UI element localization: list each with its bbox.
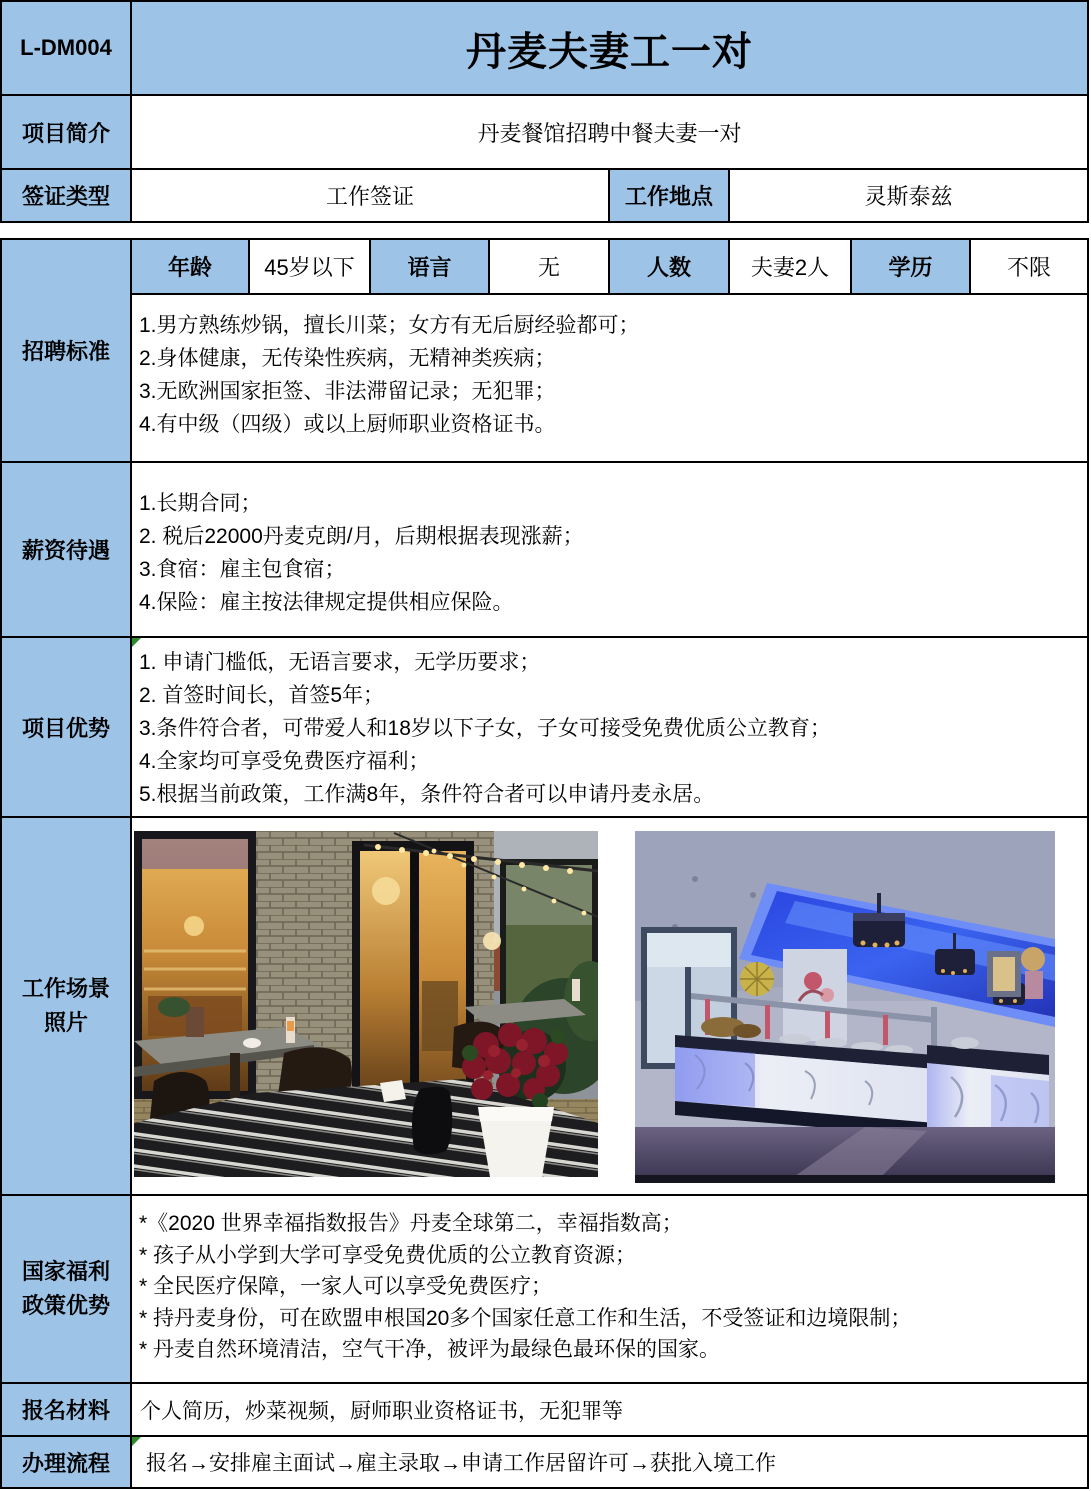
photos-cell	[132, 818, 1087, 1194]
project-detail-table	[0, 238, 1089, 1489]
list-item: 5.根据当前政策，工作满8年，条件符合者可以申请丹麦永居。	[139, 783, 715, 806]
photos-label	[2, 818, 130, 1194]
intro-value: 丹麦餐馆招聘中餐夫妻一对	[132, 96, 1087, 168]
materials-value: 个人简历，炒菜视频，厨师职业资格证书，无犯罪等	[132, 1384, 1087, 1435]
materials-label: 报名材料	[2, 1384, 130, 1435]
list-item: 4.全家均可享受免费医疗福利；	[139, 750, 430, 773]
list-item: * 丹麦自然环境清洁，空气干净，被评为最绿色最环保的国家。	[139, 1338, 721, 1361]
list-item: 1.男方熟练炒锅，擅长川菜；女方有无后厨经验都可；	[139, 314, 640, 337]
list-item: 2. 首签时间长，首签5年；	[139, 684, 385, 707]
black-vase	[412, 1087, 452, 1155]
age-label: 年龄	[132, 240, 248, 293]
education-value: 不限	[971, 240, 1087, 293]
list-item: 3.无欧洲国家拒签、非法滞留记录；无犯罪；	[139, 380, 556, 403]
list-item: 4.保险：雇主按法律规定提供相应保险。	[139, 591, 514, 614]
process-value	[132, 1437, 1087, 1487]
process-text: 报名→安排雇主面试→雇主录取→申请工作居留许可→获批入境工作	[146, 1452, 776, 1475]
list-item: 4.有中级（四级）或以上厨师职业资格证书。	[139, 413, 556, 436]
comment-marker-icon	[132, 1437, 141, 1446]
welfare-label	[2, 1196, 130, 1382]
list-item: * 孩子从小学到大学可享受免费优质的公立教育资源；	[139, 1243, 637, 1267]
page-title: 丹麦夫妻工一对	[132, 2, 1087, 94]
requirements-label: 招聘标准	[2, 240, 130, 461]
photos-label-line: 工作场景	[21, 975, 110, 1001]
salary-list	[132, 463, 1087, 636]
work-location-value: 灵斯泰兹	[730, 170, 1087, 221]
advantages-label: 项目优势	[2, 638, 130, 816]
project-header-table	[0, 0, 1089, 223]
photo-restaurant-interior	[635, 831, 1055, 1183]
intro-label: 项目简介	[2, 96, 130, 168]
headcount-label: 人数	[610, 240, 728, 293]
list-item: *《2020 世界幸福指数报告》丹麦全球第二，幸福指数高；	[139, 1212, 683, 1235]
age-value: 45岁以下	[250, 240, 369, 293]
process-label: 办理流程	[2, 1437, 130, 1487]
list-item: 1.长期合同；	[139, 492, 262, 515]
welfare-label-line: 政策优势	[21, 1293, 110, 1318]
visa-type-value: 工作签证	[132, 170, 608, 221]
photo-restaurant-terrace	[134, 831, 598, 1177]
list-item: * 全民医疗保障，一家人可以享受免费医疗；	[139, 1275, 553, 1298]
requirements-list	[132, 295, 1087, 461]
language-value: 无	[490, 240, 608, 293]
list-item: 2.身体健康，无传染性疾病，无精神类疾病；	[139, 347, 556, 370]
list-item: 2. 税后22000丹麦克朗/月，后期根据表现涨薪；	[139, 525, 584, 548]
salary-label: 薪资待遇	[2, 463, 130, 636]
advantages-list	[132, 638, 1087, 816]
list-item: 3.食宿：雇主包食宿；	[139, 558, 346, 581]
list-item: * 持丹麦身份，可在欧盟申根国20多个国家任意工作和生活，不受签证和边境限制；	[139, 1306, 912, 1330]
language-label: 语言	[371, 240, 488, 293]
comment-marker-icon	[132, 638, 141, 647]
work-location-label: 工作地点	[610, 170, 728, 221]
headcount-value: 夫妻2人	[730, 240, 850, 293]
project-code: L-DM004	[2, 2, 130, 94]
list-item: 1. 申请门槛低，无语言要求，无学历要求；	[139, 651, 541, 674]
welfare-list	[132, 1196, 1087, 1382]
photos-label-line: 照片	[43, 1010, 88, 1035]
welfare-label-line: 国家福利	[21, 1258, 110, 1284]
list-item: 3.条件符合者，可带爱人和18岁以下子女，子女可接受免费优质公立教育；	[139, 717, 831, 740]
education-label: 学历	[852, 240, 969, 293]
visa-type-label: 签证类型	[2, 170, 130, 221]
